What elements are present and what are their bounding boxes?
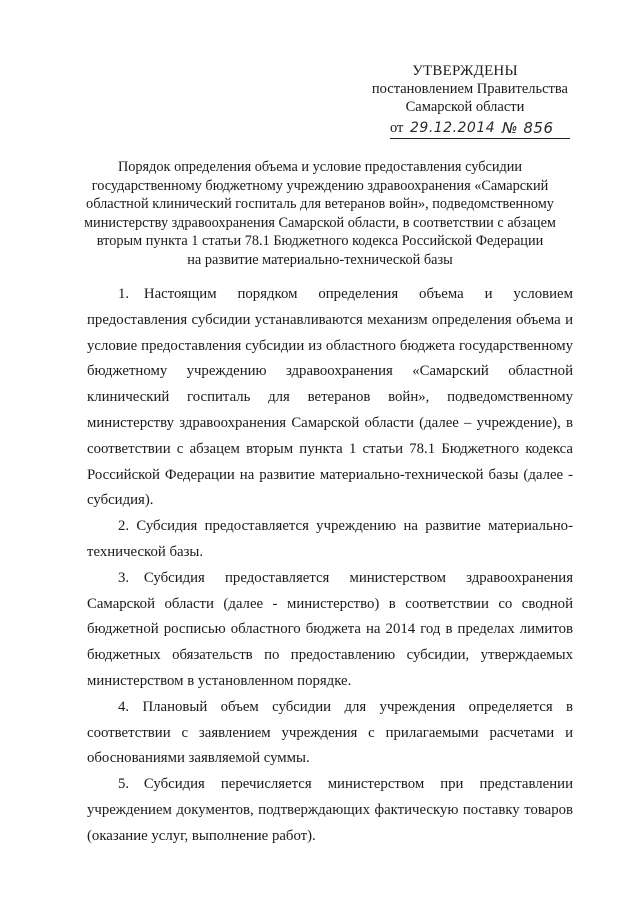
approval-date-line <box>390 116 570 139</box>
paragraph-5: 5. Субсидия перечисляется министерством при представлении учреждением документов, подтверждающих фактическую поставку товаров (оказание услуг, выполнение работ). <box>87 776 573 844</box>
title-line: вторым пункта 1 статьи 78.1 Бюджетного кодекса Российской Федерации <box>96 233 544 249</box>
document-body <box>87 282 573 850</box>
title-line: министерству здравоохранения Самарской области, в соответствии с абзацем <box>84 214 556 231</box>
paragraph-4: 4. Плановый объем субсидии для учреждения определяется в соответствии с заявлением учреждения с прилагаемыми расчетами и обоснованиями заявляемой суммы. <box>87 698 573 767</box>
title-line: на развитие материально-технической базы <box>187 251 453 268</box>
from-label: от <box>390 120 404 136</box>
title-line: Порядок определения объема и условие предоставления субсидии <box>117 159 523 175</box>
paragraph-2: 2. Субсидия предоставляется учреждению на развитие материально-технической базы. <box>87 518 573 560</box>
handwritten-number: № 856 <box>502 119 554 137</box>
approval-line-2: Самарской области <box>405 99 525 115</box>
document-title <box>50 158 590 269</box>
approval-heading: УТВЕРЖДЕНЫ <box>412 63 518 79</box>
approval-block <box>360 62 570 139</box>
approval-line-1: постановлением Правительства <box>371 81 568 97</box>
title-line: государственному бюджетному учреждению здравоохранения «Самарский <box>91 177 549 194</box>
title-line: областной клинический госпиталь для ветеранов войн», подведомственному <box>86 196 554 212</box>
paragraph-1: 1. Настоящим порядком определения объема и условием предоставления субсидии устанавливаются механизм определения объема и условие предоставления субсидии из областного бюджета государственному бюджетному учреждению здравоохранения «Самарский областной клинический госпиталь для ветеранов войн», подведомственному министерству здравоохранения Самарской области (далее – учреждение), в соответствии с абзацем вторым пункта 1 статьи 78.1 Бюджетного кодекса Российской Федерации на развитие материально-технической базы (далее - субсидия). <box>87 286 573 509</box>
paragraph-3: 3. Субсидия предоставляется министерством здравоохранения Самарской области (далее - министерство) в соответствии со сводной бюджетной росписью областного бюджета на 2014 год в пределах лимитов бюджетных обязательств по предоставлению субсидии, утверждаемых министерством в установленном порядке. <box>87 569 573 689</box>
handwritten-date: 29.12.2014 <box>410 120 496 136</box>
